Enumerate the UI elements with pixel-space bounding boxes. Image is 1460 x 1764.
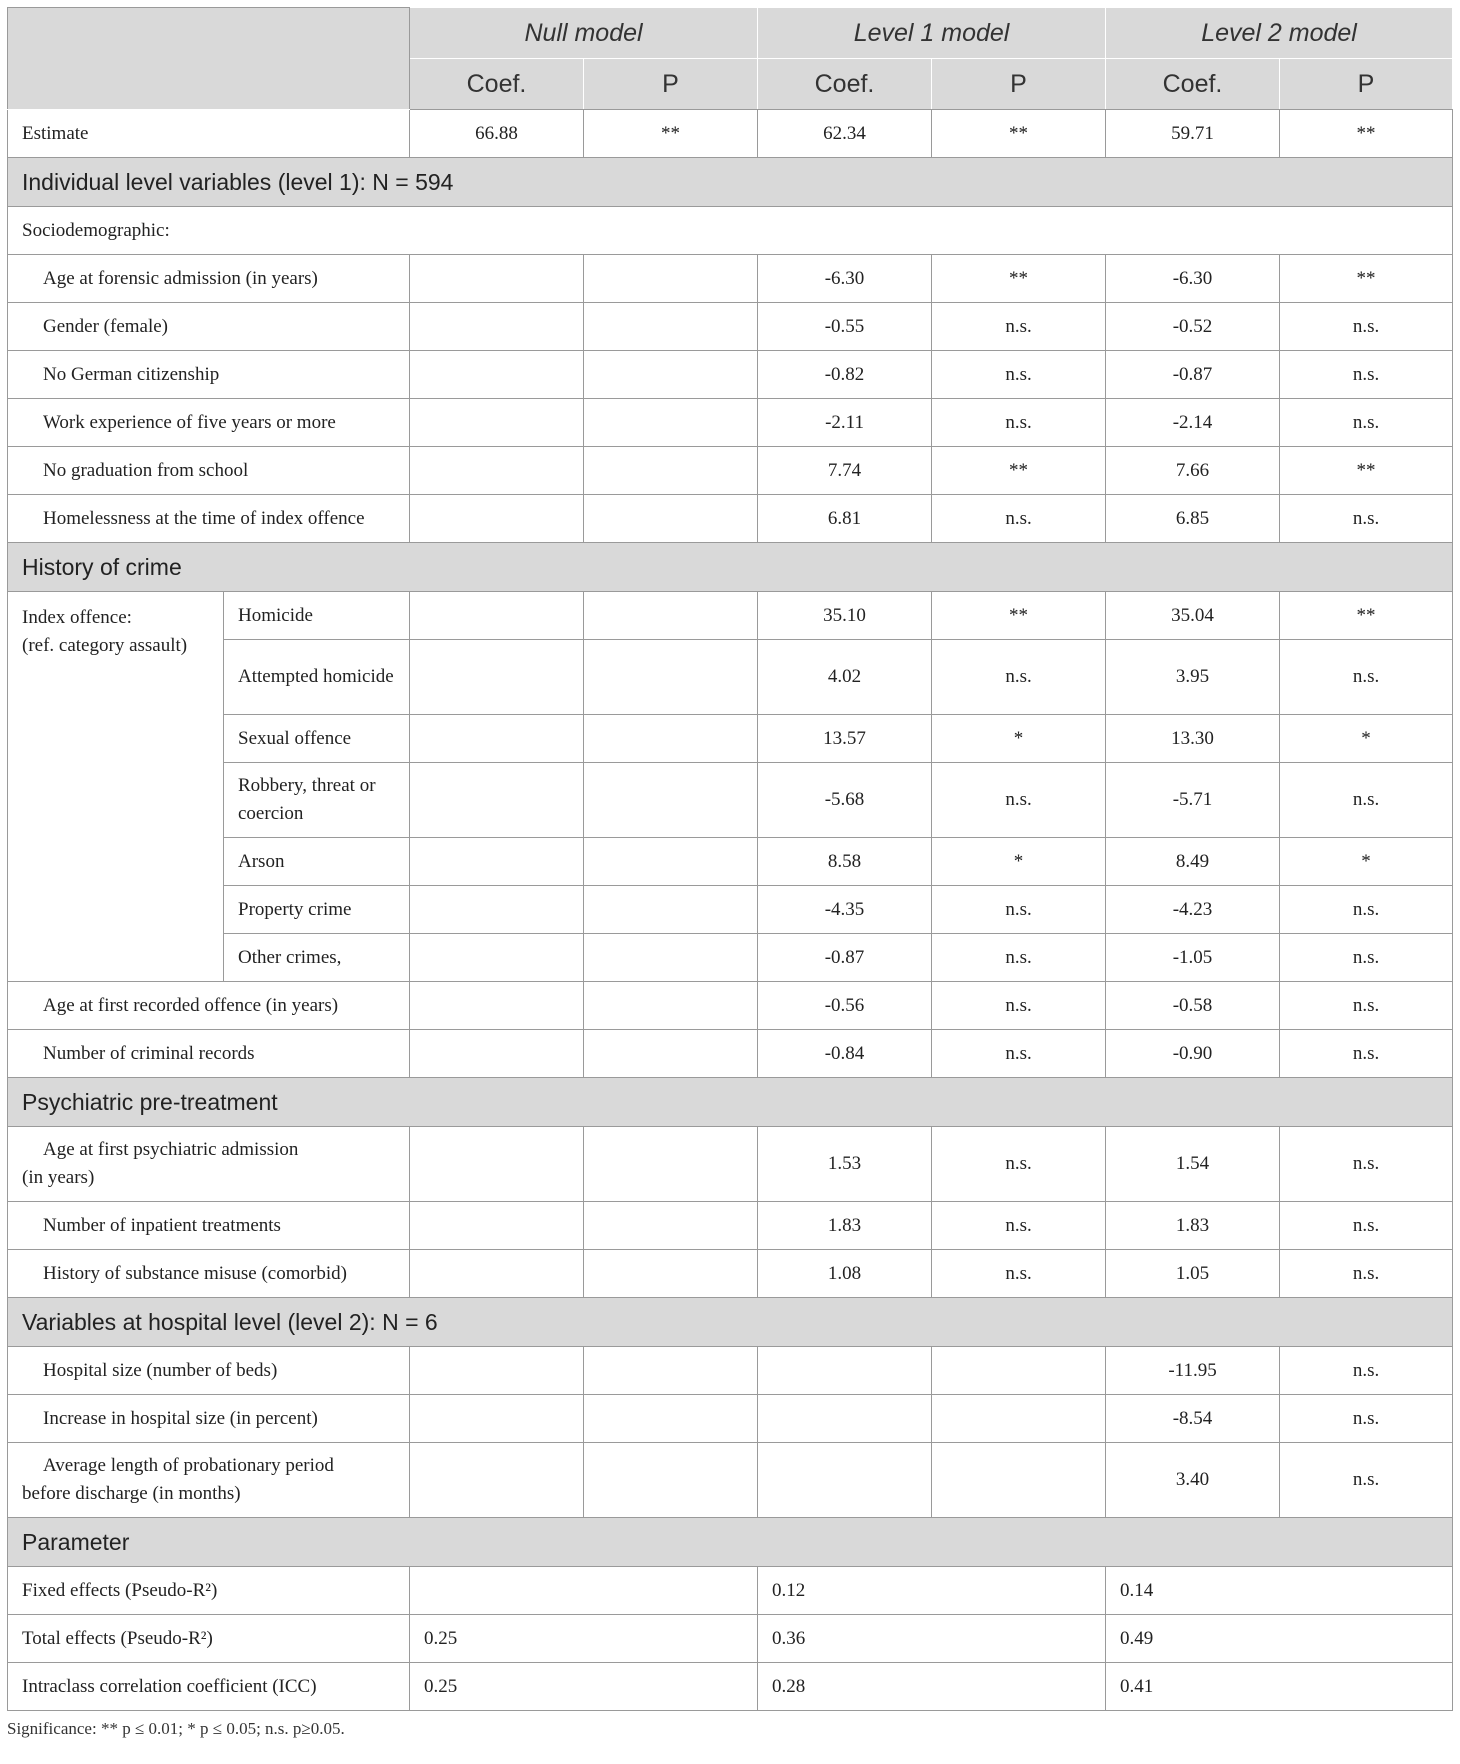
table-row (8, 110, 1453, 158)
subsection-label: Sociodemographic: (8, 207, 1453, 255)
cell-empty (410, 763, 584, 838)
cell-value: * (1280, 715, 1453, 763)
cell-value: -0.52 (1106, 303, 1280, 351)
header-coef: Coef. (758, 59, 932, 110)
cell-value: 0.41 (1106, 1663, 1453, 1711)
cell-value: -0.84 (758, 1030, 932, 1078)
section-title: Individual level variables (level 1): N = 594 (8, 158, 1453, 207)
cell-empty (932, 1443, 1106, 1518)
cell-empty (410, 1250, 584, 1298)
cell-value: n.s. (932, 982, 1106, 1030)
row-label: Number of inpatient treatments (8, 1202, 410, 1250)
cell-empty (410, 592, 584, 640)
cell-empty (410, 838, 584, 886)
cell-value: n.s. (1280, 1202, 1453, 1250)
table-row (8, 399, 1453, 447)
cell-empty (758, 1347, 932, 1395)
cell-value: -4.23 (1106, 886, 1280, 934)
cell-value: -0.87 (758, 934, 932, 982)
table-row (8, 886, 1453, 934)
cell-value: 66.88 (410, 110, 584, 158)
cell-value: n.s. (1280, 640, 1453, 715)
cell-value: ** (932, 592, 1106, 640)
cell-value (410, 1567, 758, 1615)
cell-empty (584, 1443, 758, 1518)
cell-empty (410, 255, 584, 303)
cell-value: 0.28 (758, 1663, 1106, 1711)
row-label: No graduation from school (8, 447, 410, 495)
row-label: History of substance misuse (comorbid) (8, 1250, 410, 1298)
cell-empty (584, 399, 758, 447)
cell-empty (410, 1030, 584, 1078)
cell-value: 13.57 (758, 715, 932, 763)
cell-value: n.s. (1280, 303, 1453, 351)
row-label: Age at first recorded offence (in years) (8, 982, 410, 1030)
cell-value: 0.36 (758, 1615, 1106, 1663)
row-label: Robbery, threat or coercion (224, 763, 410, 838)
table-row (8, 1615, 1453, 1663)
cell-value: n.s. (1280, 886, 1453, 934)
cell-empty (584, 447, 758, 495)
cell-value: n.s. (1280, 1347, 1453, 1395)
row-label: Homicide (224, 592, 410, 640)
table-row (8, 1443, 1453, 1518)
cell-value: n.s. (932, 934, 1106, 982)
cell-value: ** (1280, 255, 1453, 303)
cell-value: 59.71 (1106, 110, 1280, 158)
cell-empty (410, 982, 584, 1030)
cell-empty (410, 640, 584, 715)
cell-empty (584, 1030, 758, 1078)
cell-empty (410, 1347, 584, 1395)
cell-value: 1.54 (1106, 1127, 1280, 1202)
cell-value: 3.40 (1106, 1443, 1280, 1518)
section-title: Psychiatric pre-treatment (8, 1078, 1453, 1127)
cell-value: ** (1280, 110, 1453, 158)
cell-empty (410, 303, 584, 351)
cell-empty (410, 715, 584, 763)
section-header (8, 158, 1453, 207)
cell-value: * (932, 838, 1106, 886)
cell-value: -0.82 (758, 351, 932, 399)
row-label-line: Average length of probationary period (43, 1455, 334, 1476)
cell-empty (584, 1202, 758, 1250)
row-label: Homelessness at the time of index offence (8, 495, 410, 543)
cell-value: 62.34 (758, 110, 932, 158)
section-title: Parameter (8, 1518, 1453, 1567)
cell-value: 0.25 (410, 1663, 758, 1711)
section-header (8, 543, 1453, 592)
cell-empty (410, 1127, 584, 1202)
cell-value: -0.56 (758, 982, 932, 1030)
cell-empty (584, 763, 758, 838)
table-row (8, 1250, 1453, 1298)
cell-empty (410, 1202, 584, 1250)
cell-value: ** (932, 447, 1106, 495)
header-coef: Coef. (410, 59, 584, 110)
row-label (8, 1443, 410, 1518)
table-row (8, 1202, 1453, 1250)
row-label: Fixed effects (Pseudo-R²) (8, 1567, 410, 1615)
table-row (8, 1567, 1453, 1615)
cell-value: n.s. (1280, 495, 1453, 543)
cell-empty (584, 1347, 758, 1395)
cell-value: ** (932, 110, 1106, 158)
row-label: Gender (female) (8, 303, 410, 351)
row-label: Arson (224, 838, 410, 886)
header-level2-model: Level 2 model (1106, 8, 1453, 59)
table-row (8, 640, 1453, 715)
cell-value: n.s. (932, 886, 1106, 934)
cell-value: ** (932, 255, 1106, 303)
cell-empty (758, 1395, 932, 1443)
section-header (8, 1078, 1453, 1127)
row-label: Total effects (Pseudo-R²) (8, 1615, 410, 1663)
cell-empty (584, 934, 758, 982)
cell-value: -8.54 (1106, 1395, 1280, 1443)
cell-empty (758, 1443, 932, 1518)
cell-empty (410, 495, 584, 543)
row-label: No German citizenship (8, 351, 410, 399)
cell-value: 3.95 (1106, 640, 1280, 715)
cell-empty (410, 399, 584, 447)
cell-value: -0.55 (758, 303, 932, 351)
group-label-line: (ref. category assault) (22, 635, 188, 656)
cell-value: -5.71 (1106, 763, 1280, 838)
cell-value: -6.30 (758, 255, 932, 303)
cell-value: ** (1280, 447, 1453, 495)
results-table (7, 7, 1453, 1711)
section-header (8, 1298, 1453, 1347)
cell-value: n.s. (932, 1202, 1106, 1250)
cell-value: 1.08 (758, 1250, 932, 1298)
cell-empty (584, 982, 758, 1030)
row-label-line: Age at first psychiatric admission (43, 1139, 299, 1160)
cell-value: 1.05 (1106, 1250, 1280, 1298)
cell-value: n.s. (1280, 1250, 1453, 1298)
cell-value: n.s. (932, 303, 1106, 351)
header-null-model: Null model (410, 8, 758, 59)
cell-empty (410, 351, 584, 399)
section-title: History of crime (8, 543, 1453, 592)
header-level1-model: Level 1 model (758, 8, 1106, 59)
cell-value: 13.30 (1106, 715, 1280, 763)
cell-empty (410, 1395, 584, 1443)
cell-value: -0.87 (1106, 351, 1280, 399)
table-row (8, 1395, 1453, 1443)
cell-value: 0.25 (410, 1615, 758, 1663)
header-row-models (8, 8, 1453, 59)
row-label: Hospital size (number of beds) (8, 1347, 410, 1395)
cell-empty (584, 1127, 758, 1202)
cell-value: -4.35 (758, 886, 932, 934)
cell-empty (932, 1395, 1106, 1443)
table-row (8, 255, 1453, 303)
cell-empty (410, 934, 584, 982)
row-label: Work experience of five years or more (8, 399, 410, 447)
header-p: P (1280, 59, 1453, 110)
row-label: Other crimes, (224, 934, 410, 982)
table-row (8, 1030, 1453, 1078)
cell-value: n.s. (1280, 399, 1453, 447)
cell-value: n.s. (1280, 763, 1453, 838)
cell-value: -2.14 (1106, 399, 1280, 447)
cell-value: 7.74 (758, 447, 932, 495)
row-label-line: before discharge (in months) (22, 1483, 241, 1504)
cell-empty (584, 838, 758, 886)
table-row (8, 303, 1453, 351)
row-label: Estimate (8, 110, 410, 158)
section-header (8, 1518, 1453, 1567)
header-p: P (932, 59, 1106, 110)
table-row (8, 934, 1453, 982)
cell-value: 1.83 (758, 1202, 932, 1250)
cell-value: n.s. (932, 1250, 1106, 1298)
row-label: Age at forensic admission (in years) (8, 255, 410, 303)
cell-value: 6.85 (1106, 495, 1280, 543)
table-row (8, 715, 1453, 763)
cell-empty (584, 1395, 758, 1443)
cell-value: -11.95 (1106, 1347, 1280, 1395)
cell-value: 6.81 (758, 495, 932, 543)
cell-value: n.s. (932, 1127, 1106, 1202)
row-label: Number of criminal records (8, 1030, 410, 1078)
cell-empty (410, 447, 584, 495)
header-p: P (584, 59, 758, 110)
table-row (8, 838, 1453, 886)
cell-empty (584, 886, 758, 934)
cell-empty (584, 495, 758, 543)
cell-empty (410, 1443, 584, 1518)
table-row (8, 207, 1453, 255)
table-row (8, 1347, 1453, 1395)
row-label: Property crime (224, 886, 410, 934)
cell-value: n.s. (932, 351, 1106, 399)
cell-empty (584, 351, 758, 399)
cell-value: n.s. (1280, 1395, 1453, 1443)
table-row (8, 495, 1453, 543)
cell-value: 8.49 (1106, 838, 1280, 886)
table-row (8, 592, 1453, 640)
cell-value: -0.90 (1106, 1030, 1280, 1078)
table-row (8, 1663, 1453, 1711)
cell-empty (584, 640, 758, 715)
table-row (8, 447, 1453, 495)
table-row (8, 982, 1453, 1030)
row-label: Attempted homicide (224, 640, 410, 715)
table-row (8, 1127, 1453, 1202)
cell-value: n.s. (1280, 351, 1453, 399)
table-row (8, 351, 1453, 399)
cell-value: -6.30 (1106, 255, 1280, 303)
cell-value: n.s. (1280, 982, 1453, 1030)
cell-value: ** (584, 110, 758, 158)
index-offence-group-label (8, 592, 224, 982)
row-label: Sexual offence (224, 715, 410, 763)
cell-value: 1.83 (1106, 1202, 1280, 1250)
cell-empty (410, 886, 584, 934)
cell-value: 1.53 (758, 1127, 932, 1202)
cell-empty (932, 1347, 1106, 1395)
table-footnote: Significance: ** p ≤ 0.01; * p ≤ 0.05; n.s. p≥0.05. (7, 1719, 345, 1738)
cell-value: ** (1280, 592, 1453, 640)
cell-value: -5.68 (758, 763, 932, 838)
cell-value: 0.49 (1106, 1615, 1453, 1663)
cell-value: n.s. (1280, 934, 1453, 982)
group-label-line: Index offence: (22, 607, 132, 628)
table-row (8, 763, 1453, 838)
header-corner (8, 8, 410, 110)
cell-value: n.s. (932, 399, 1106, 447)
results-table-container (7, 7, 1452, 1739)
cell-value: -1.05 (1106, 934, 1280, 982)
cell-value: 8.58 (758, 838, 932, 886)
cell-value: * (1280, 838, 1453, 886)
row-label-line: (in years) (22, 1167, 95, 1188)
cell-value: n.s. (932, 640, 1106, 715)
cell-value: 0.14 (1106, 1567, 1453, 1615)
cell-value: * (932, 715, 1106, 763)
cell-value: 4.02 (758, 640, 932, 715)
cell-value: n.s. (1280, 1443, 1453, 1518)
row-label (8, 1127, 410, 1202)
cell-value: n.s. (1280, 1127, 1453, 1202)
cell-value: 35.04 (1106, 592, 1280, 640)
cell-value: 0.12 (758, 1567, 1106, 1615)
cell-value: n.s. (1280, 1030, 1453, 1078)
row-label: Intraclass correlation coefficient (ICC) (8, 1663, 410, 1711)
cell-empty (584, 592, 758, 640)
cell-empty (584, 1250, 758, 1298)
cell-value: 7.66 (1106, 447, 1280, 495)
header-coef: Coef. (1106, 59, 1280, 110)
cell-value: n.s. (932, 495, 1106, 543)
cell-empty (584, 303, 758, 351)
cell-value: n.s. (932, 763, 1106, 838)
cell-empty (584, 715, 758, 763)
section-title: Variables at hospital level (level 2): N = 6 (8, 1298, 1453, 1347)
cell-value: n.s. (932, 1030, 1106, 1078)
cell-value: -2.11 (758, 399, 932, 447)
cell-empty (584, 255, 758, 303)
cell-value: -0.58 (1106, 982, 1280, 1030)
row-label: Increase in hospital size (in percent) (8, 1395, 410, 1443)
cell-value: 35.10 (758, 592, 932, 640)
